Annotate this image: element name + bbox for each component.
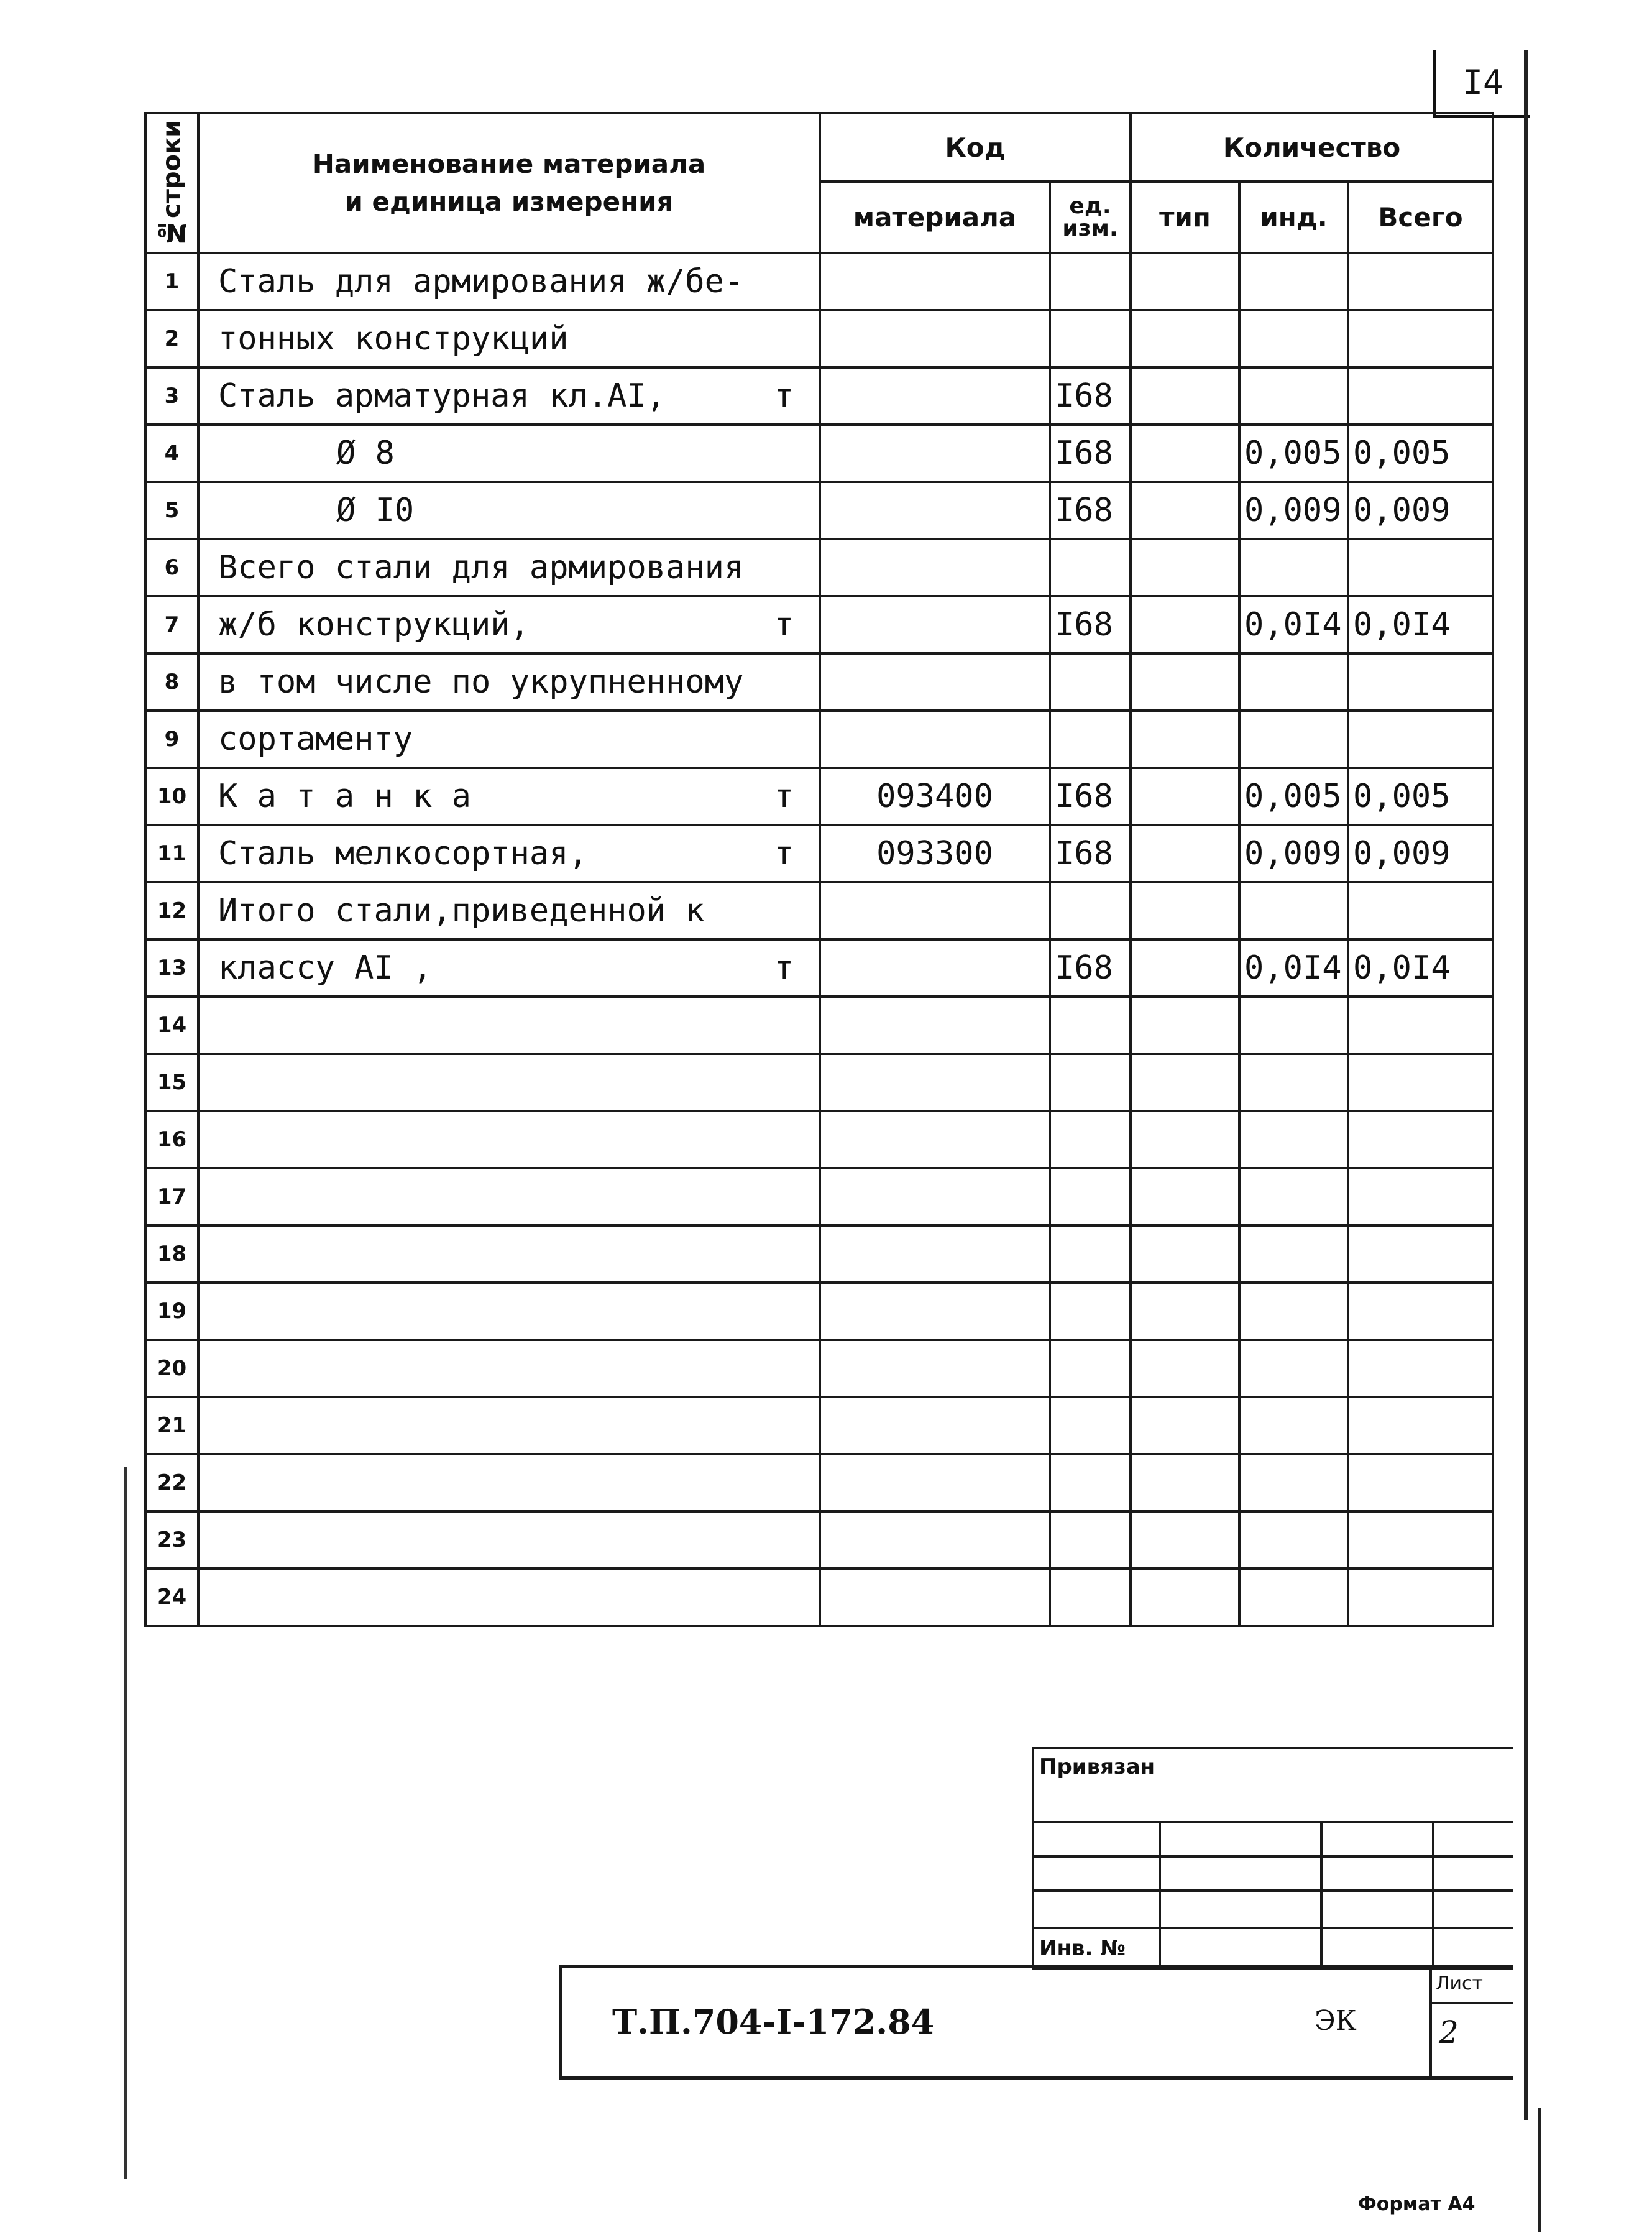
- quantity-type-cell: [1131, 1111, 1239, 1168]
- row-number-cell: 2: [145, 310, 198, 367]
- quantity-individual-cell: 0,0I4: [1239, 939, 1348, 997]
- quantity-type-cell: [1131, 997, 1239, 1054]
- material-code-cell: [820, 882, 1050, 939]
- table-row: [145, 825, 1493, 882]
- material-code-cell: 093400: [820, 768, 1050, 825]
- quantity-total-cell: [1348, 1168, 1493, 1225]
- material-name-cell: [198, 1454, 820, 1511]
- header-type: тип: [1131, 182, 1239, 253]
- page-number: I4: [1433, 50, 1530, 118]
- material-name-text: Ø I0: [336, 492, 415, 529]
- quantity-type-cell: [1131, 1454, 1239, 1511]
- quantity-type-cell: [1131, 711, 1239, 768]
- quantity-type-cell: [1131, 482, 1239, 539]
- quantity-total-cell: 0,009: [1348, 825, 1493, 882]
- material-code-cell: [820, 1454, 1050, 1511]
- table-row: [145, 939, 1493, 997]
- frame-line-left: [124, 1467, 127, 2179]
- quantity-individual-cell: [1239, 653, 1348, 711]
- header-individual: инд.: [1239, 182, 1348, 253]
- material-name-text: К а т а н к а: [218, 778, 471, 815]
- unit-code-cell: I68: [1050, 939, 1131, 997]
- material-code-cell: [820, 1054, 1050, 1111]
- binding-label: Привязан: [1039, 1754, 1155, 1779]
- quantity-type-cell: [1131, 1283, 1239, 1340]
- stage-mark: ЭК: [1315, 2005, 1357, 2037]
- material-code-cell: [820, 1340, 1050, 1397]
- quantity-total-cell: [1348, 253, 1493, 310]
- unit-code-cell: [1050, 1111, 1131, 1168]
- row-number-cell: 5: [145, 482, 198, 539]
- table-row: [145, 711, 1493, 768]
- unit-code-cell: [1050, 1569, 1131, 1626]
- stamp-line: [1034, 1927, 1513, 1929]
- table-row: [145, 253, 1493, 310]
- material-name-text: в том числе по укрупненному: [218, 663, 744, 701]
- quantity-total-cell: [1348, 1511, 1493, 1569]
- row-number-cell: 17: [145, 1168, 198, 1225]
- unit-mark: т: [774, 377, 794, 415]
- quantity-individual-cell: [1239, 253, 1348, 310]
- quantity-individual-cell: 0,0I4: [1239, 596, 1348, 653]
- material-name-cell: [198, 711, 820, 768]
- quantity-individual-cell: [1239, 1111, 1348, 1168]
- material-name-text: Ø 8: [336, 435, 395, 472]
- material-code-cell: 093300: [820, 825, 1050, 882]
- quantity-total-cell: [1348, 1111, 1493, 1168]
- quantity-individual-cell: [1239, 539, 1348, 596]
- table-row: [145, 1454, 1493, 1511]
- table-row: [145, 539, 1493, 596]
- row-number-cell: 4: [145, 425, 198, 482]
- material-code-cell: [820, 253, 1050, 310]
- unit-code-cell: I68: [1050, 596, 1131, 653]
- material-name-cell: [198, 1511, 820, 1569]
- quantity-individual-cell: [1239, 1397, 1348, 1454]
- quantity-total-cell: [1348, 1054, 1493, 1111]
- material-name-cell: [198, 825, 820, 882]
- quantity-type-cell: [1131, 768, 1239, 825]
- quantity-individual-cell: [1239, 711, 1348, 768]
- quantity-individual-cell: 0,009: [1239, 825, 1348, 882]
- row-number-cell: 3: [145, 367, 198, 425]
- quantity-total-cell: 0,0I4: [1348, 596, 1493, 653]
- material-name-cell: [198, 1569, 820, 1626]
- quantity-individual-cell: [1239, 1340, 1348, 1397]
- quantity-total-cell: [1348, 711, 1493, 768]
- header-code-group: Код: [820, 113, 1131, 182]
- row-number-cell: 16: [145, 1111, 198, 1168]
- quantity-total-cell: 0,0I4: [1348, 939, 1493, 997]
- document-code: Т.П.704-I-172.84: [612, 2002, 935, 2042]
- unit-code-cell: [1050, 539, 1131, 596]
- material-name-cell: [198, 1225, 820, 1283]
- unit-code-cell: I68: [1050, 825, 1131, 882]
- table-row: [145, 482, 1493, 539]
- stamp-line: [1034, 1889, 1513, 1892]
- header-quantity-group: Количество: [1131, 113, 1493, 182]
- material-code-cell: [820, 482, 1050, 539]
- material-name-cell: [198, 482, 820, 539]
- quantity-total-cell: [1348, 1454, 1493, 1511]
- unit-mark: т: [774, 778, 794, 815]
- unit-code-cell: [1050, 1168, 1131, 1225]
- material-spec-table: [144, 112, 1494, 1627]
- material-name-cell: [198, 768, 820, 825]
- stamp-line: [1159, 1821, 1161, 1967]
- quantity-type-cell: [1131, 882, 1239, 939]
- quantity-individual-cell: [1239, 882, 1348, 939]
- material-code-cell: [820, 653, 1050, 711]
- row-number-cell: 22: [145, 1454, 198, 1511]
- material-code-cell: [820, 310, 1050, 367]
- material-name-cell: [198, 653, 820, 711]
- row-number-cell: 12: [145, 882, 198, 939]
- table-row: [145, 653, 1493, 711]
- material-code-cell: [820, 1225, 1050, 1283]
- material-name-cell: [198, 596, 820, 653]
- unit-code-cell: [1050, 253, 1131, 310]
- quantity-total-cell: [1348, 1283, 1493, 1340]
- quantity-type-cell: [1131, 539, 1239, 596]
- frame-line-right: [1524, 50, 1528, 2120]
- material-code-cell: [820, 539, 1050, 596]
- stamp-line: [1432, 1821, 1434, 1967]
- unit-code-cell: [1050, 653, 1131, 711]
- quantity-total-cell: [1348, 653, 1493, 711]
- quantity-individual-cell: [1239, 1283, 1348, 1340]
- unit-code-cell: I68: [1050, 768, 1131, 825]
- table-row: [145, 1397, 1493, 1454]
- table-row: [145, 882, 1493, 939]
- material-code-cell: [820, 425, 1050, 482]
- unit-code-cell: [1050, 310, 1131, 367]
- quantity-type-cell: [1131, 1569, 1239, 1626]
- header-total: Всего: [1348, 182, 1493, 253]
- material-code-cell: [820, 367, 1050, 425]
- material-name-text: Сталь мелкосортная,: [218, 835, 588, 872]
- table-row: [145, 1511, 1493, 1569]
- quantity-type-cell: [1131, 253, 1239, 310]
- material-name-text: Всего стали для армирования: [218, 549, 744, 586]
- material-name-cell: [198, 939, 820, 997]
- material-name-cell: [198, 367, 820, 425]
- material-code-cell: [820, 939, 1050, 997]
- row-number-cell: 10: [145, 768, 198, 825]
- quantity-type-cell: [1131, 1168, 1239, 1225]
- row-number-cell: 23: [145, 1511, 198, 1569]
- unit-code-cell: [1050, 1511, 1131, 1569]
- header-material-code: материала: [820, 182, 1050, 253]
- format-label: Формат А4: [1358, 2193, 1475, 2215]
- material-name-text: классу АI ,: [218, 949, 433, 987]
- quantity-total-cell: [1348, 1225, 1493, 1283]
- quantity-total-cell: [1348, 997, 1493, 1054]
- row-number-cell: 14: [145, 997, 198, 1054]
- sheet-number: 2: [1439, 2014, 1459, 2050]
- material-name-cell: [198, 425, 820, 482]
- material-name-cell: [198, 1340, 820, 1397]
- quantity-total-cell: [1348, 1569, 1493, 1626]
- quantity-total-cell: [1348, 882, 1493, 939]
- unit-code-cell: [1050, 997, 1131, 1054]
- stamp-line: [1034, 1821, 1513, 1823]
- table-row: [145, 596, 1493, 653]
- material-code-cell: [820, 1511, 1050, 1569]
- quantity-type-cell: [1131, 1054, 1239, 1111]
- quantity-individual-cell: 0,005: [1239, 768, 1348, 825]
- material-name-cell: [198, 539, 820, 596]
- quantity-total-cell: [1348, 539, 1493, 596]
- table-row: [145, 1283, 1493, 1340]
- table-row: [145, 425, 1493, 482]
- quantity-individual-cell: 0,005: [1239, 425, 1348, 482]
- quantity-type-cell: [1131, 1340, 1239, 1397]
- material-name-cell: [198, 1397, 820, 1454]
- quantity-total-cell: [1348, 1340, 1493, 1397]
- quantity-individual-cell: [1239, 997, 1348, 1054]
- header-unit: ед. изм.: [1050, 182, 1131, 253]
- material-code-cell: [820, 1168, 1050, 1225]
- quantity-total-cell: [1348, 1397, 1493, 1454]
- table-body: [145, 253, 1493, 1626]
- row-number-cell: 1: [145, 253, 198, 310]
- row-number-cell: 15: [145, 1054, 198, 1111]
- material-code-cell: [820, 596, 1050, 653]
- table-row: [145, 768, 1493, 825]
- table-row: [145, 367, 1493, 425]
- quantity-individual-cell: [1239, 1569, 1348, 1626]
- quantity-type-cell: [1131, 425, 1239, 482]
- quantity-type-cell: [1131, 596, 1239, 653]
- material-name-text: ж/б конструкций,: [218, 606, 530, 643]
- unit-mark: т: [774, 835, 794, 872]
- row-number-cell: 21: [145, 1397, 198, 1454]
- quantity-individual-cell: [1239, 1168, 1348, 1225]
- material-code-cell: [820, 997, 1050, 1054]
- frame-line-bottom-right: [1538, 2108, 1541, 2232]
- unit-code-cell: [1050, 1454, 1131, 1511]
- quantity-individual-cell: [1239, 310, 1348, 367]
- row-number-cell: 18: [145, 1225, 198, 1283]
- material-name-text: тонных конструкций: [218, 320, 569, 357]
- material-name-text: Сталь арматурная кл.АI,: [218, 377, 666, 415]
- quantity-type-cell: [1131, 367, 1239, 425]
- material-name-cell: [198, 1283, 820, 1340]
- unit-code-cell: [1050, 882, 1131, 939]
- quantity-individual-cell: [1239, 1225, 1348, 1283]
- header-material-name: [198, 113, 820, 253]
- table-row: [145, 1569, 1493, 1626]
- quantity-individual-cell: [1239, 367, 1348, 425]
- unit-code-cell: [1050, 1054, 1131, 1111]
- material-code-cell: [820, 1283, 1050, 1340]
- unit-code-cell: I68: [1050, 425, 1131, 482]
- material-name-cell: [198, 1168, 820, 1225]
- stamp-line: [1320, 1821, 1323, 1967]
- unit-code-cell: [1050, 711, 1131, 768]
- row-number-cell: 6: [145, 539, 198, 596]
- quantity-total-cell: [1348, 367, 1493, 425]
- table-row: [145, 1340, 1493, 1397]
- row-number-cell: 24: [145, 1569, 198, 1626]
- title-block: [559, 1965, 1513, 2080]
- row-number-cell: 13: [145, 939, 198, 997]
- quantity-total-cell: 0,009: [1348, 482, 1493, 539]
- table-row: [145, 997, 1493, 1054]
- material-name-cell: [198, 882, 820, 939]
- unit-code-cell: [1050, 1340, 1131, 1397]
- quantity-individual-cell: [1239, 1454, 1348, 1511]
- quantity-type-cell: [1131, 825, 1239, 882]
- row-number-cell: 7: [145, 596, 198, 653]
- material-name-text: сортаменту: [218, 721, 413, 758]
- material-code-cell: [820, 711, 1050, 768]
- material-code-cell: [820, 1111, 1050, 1168]
- quantity-type-cell: [1131, 310, 1239, 367]
- sheet-label: Лист: [1436, 1973, 1484, 1994]
- quantity-type-cell: [1131, 1225, 1239, 1283]
- table-row: [145, 1225, 1493, 1283]
- table-row: [145, 1111, 1493, 1168]
- unit-code-cell: [1050, 1283, 1131, 1340]
- quantity-individual-cell: [1239, 1054, 1348, 1111]
- header-material-name-text: Наименование материала и единица измерения: [312, 148, 706, 217]
- binding-stamp: [1032, 1747, 1513, 1970]
- quantity-total-cell: 0,005: [1348, 768, 1493, 825]
- material-name-text: Сталь для армирования ж/бе-: [218, 263, 744, 300]
- unit-code-cell: I68: [1050, 482, 1131, 539]
- quantity-type-cell: [1131, 1397, 1239, 1454]
- material-name-cell: [198, 997, 820, 1054]
- quantity-total-cell: [1348, 310, 1493, 367]
- material-name-cell: [198, 253, 820, 310]
- row-number-cell: 8: [145, 653, 198, 711]
- quantity-type-cell: [1131, 653, 1239, 711]
- row-number-cell: 11: [145, 825, 198, 882]
- material-name-cell: [198, 1054, 820, 1111]
- stamp-line: [1034, 1855, 1513, 1858]
- sheet-divider: [1429, 1968, 1432, 2076]
- quantity-individual-cell: [1239, 1511, 1348, 1569]
- row-number-cell: 19: [145, 1283, 198, 1340]
- material-name-text: Итого стали,приведенной к: [218, 892, 705, 929]
- table-row: [145, 1054, 1493, 1111]
- unit-code-cell: [1050, 1397, 1131, 1454]
- row-number-cell: 20: [145, 1340, 198, 1397]
- material-name-cell: [198, 1111, 820, 1168]
- unit-code-cell: [1050, 1225, 1131, 1283]
- row-number-cell: 9: [145, 711, 198, 768]
- unit-mark: т: [774, 606, 794, 643]
- sheet-divider: [1429, 2002, 1513, 2004]
- unit-code-cell: I68: [1050, 367, 1131, 425]
- quantity-type-cell: [1131, 1511, 1239, 1569]
- material-code-cell: [820, 1397, 1050, 1454]
- unit-mark: т: [774, 949, 794, 987]
- table-row: [145, 1168, 1493, 1225]
- material-code-cell: [820, 1569, 1050, 1626]
- quantity-individual-cell: 0,009: [1239, 482, 1348, 539]
- quantity-total-cell: 0,005: [1348, 425, 1493, 482]
- material-name-cell: [198, 310, 820, 367]
- header-row-number: №строки: [145, 113, 198, 253]
- table-row: [145, 310, 1493, 367]
- quantity-type-cell: [1131, 939, 1239, 997]
- inventory-number-label: Инв. №: [1039, 1936, 1126, 1961]
